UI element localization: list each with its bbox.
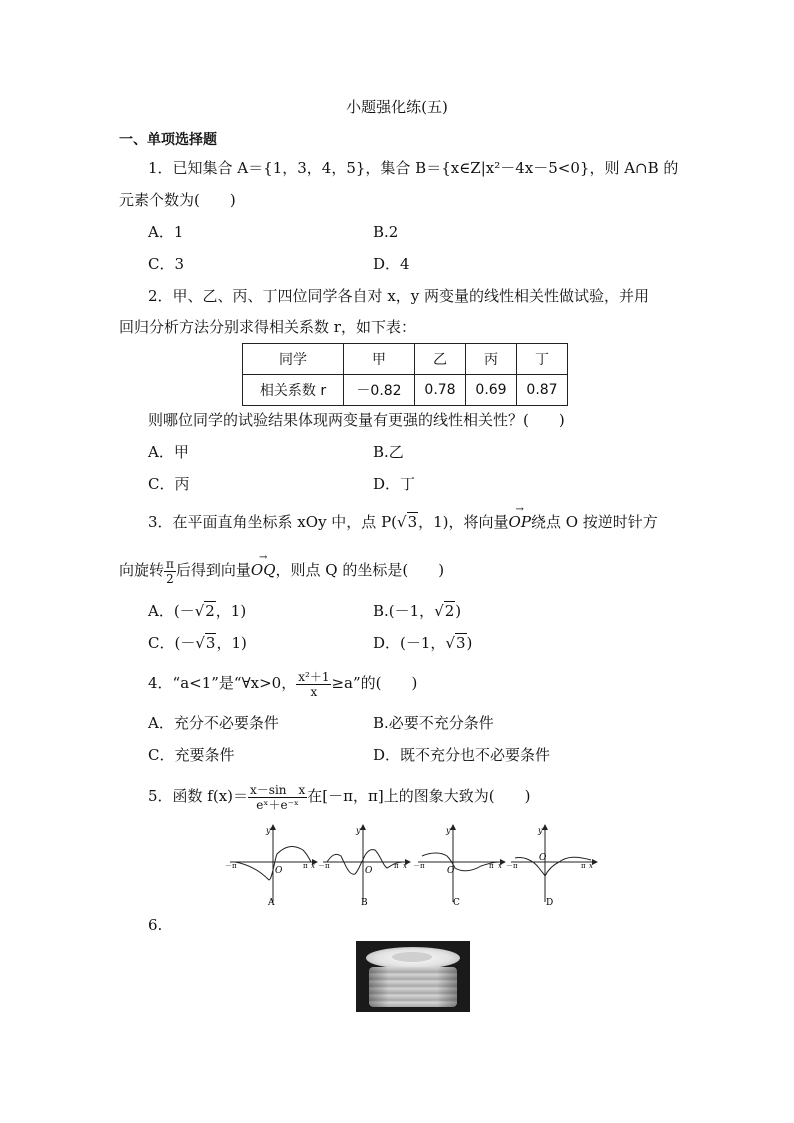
q3-option-c: C．(－√3，1)	[148, 634, 247, 652]
origin-label: O	[365, 866, 373, 876]
graph-c	[413, 825, 505, 908]
pi-label: π	[489, 862, 494, 870]
x-label: x	[498, 862, 502, 870]
neg-pi-label: －π	[506, 862, 518, 870]
pi-label: π	[394, 862, 399, 870]
fraction-pi-over-2: $\frac{\pi}{2}$	[166, 556, 174, 586]
q5-stem: 5．函数 f(x)＝ $\frac{\text{x－sin x}}{\text{eˣ＋e⁻ˣ}}$ 在[－π，π]上的图象大致为( )	[148, 782, 531, 812]
q6-number: 6.	[148, 916, 163, 934]
q3-stem-line1: 3．在平面直角坐标系 xOy 中，点 P(√3，1)，将向量→ OP绕点 O 按逆时针方	[148, 512, 658, 532]
table-header-cell: 丙	[466, 344, 517, 375]
graph-a	[225, 825, 317, 908]
table-cell: 0.87	[517, 375, 568, 406]
q4-option-a: A．充分不必要条件	[148, 714, 279, 732]
q1-stem-line2: 元素个数为( )	[119, 191, 236, 209]
origin-label: O	[539, 853, 547, 863]
q1-stem-line1: 1．已知集合 A＝{1，3，4，5}，集合 B＝{x∈Z|x²－4x－5<0}，则 A∩B 的	[148, 159, 679, 177]
origin-label: O	[275, 866, 283, 876]
graph-label-d: D	[546, 898, 554, 908]
q3-option-b: B.(－1，√2)	[373, 602, 462, 620]
graph-label-b: B	[361, 898, 368, 908]
sqrt-symbol: √	[397, 513, 407, 531]
x-label: x	[311, 862, 315, 870]
vector-op: → OP	[509, 512, 531, 532]
origin-label: O	[447, 866, 455, 876]
graph-d	[506, 825, 597, 908]
q2-stem-line1: 2．甲、乙、丙、丁四位同学各自对 x，y 两变量的线性相关性做试验，并用	[148, 287, 650, 305]
page-title: 小题强化练(五)	[346, 98, 448, 116]
q2-stem-line3: 则哪位同学的试验结果体现两变量有更强的线性相关性？( )	[148, 411, 565, 429]
neg-pi-label: －π	[413, 862, 425, 870]
photo-top-hole	[392, 952, 432, 962]
vector-oq: → OQ	[251, 554, 276, 586]
x-label: x	[589, 862, 593, 870]
q4-option-c: C．充要条件	[148, 746, 235, 764]
q1-option-a: A．1	[148, 223, 184, 241]
table-cell: 0.69	[466, 375, 517, 406]
q2-option-b: B.乙	[373, 443, 404, 461]
y-label: y	[356, 826, 361, 835]
correlation-table	[242, 343, 568, 406]
table-header-cell: 同学	[243, 344, 344, 375]
q3-option-d: D．(－1，√3)	[373, 634, 473, 652]
photo-shadow-right	[437, 967, 457, 1007]
table-row	[243, 375, 568, 406]
fraction-x2-plus-1-over-x: $\frac{\text{x²＋1}}{x}$	[298, 669, 330, 699]
y-label: y	[446, 826, 451, 835]
neg-pi-label: －π	[318, 862, 330, 870]
table-cell: －0.82	[344, 375, 415, 406]
pi-label: π	[303, 862, 308, 870]
q2-option-d: D．丁	[373, 475, 416, 493]
x-label: x	[403, 862, 407, 870]
q1-option-d: D．4	[373, 255, 410, 273]
q4-option-d: D．既不充分也不必要条件	[373, 746, 551, 764]
graph-label-c: C	[453, 898, 460, 908]
q3-stem-line2: 向旋转 $\frac{\pi}{2}$ 后得到向量→ OQ，则点 Q 的坐标是( )	[119, 554, 444, 586]
q3-option-a: A．(－√2，1)	[148, 602, 247, 620]
graph-b	[318, 825, 410, 908]
table-header-cell: 甲	[344, 344, 415, 375]
table-header-cell: 乙	[415, 344, 466, 375]
table-row	[243, 344, 568, 375]
y-label: y	[538, 826, 543, 835]
function-graphs	[225, 820, 605, 910]
photo-shadow-left	[369, 967, 389, 1007]
pi-label: π	[581, 862, 586, 870]
table-header-cell: 丁	[517, 344, 568, 375]
table-cell: 相关系数 r	[243, 375, 344, 406]
table-cell: 0.78	[415, 375, 466, 406]
q2-option-c: C．丙	[148, 475, 190, 493]
curve	[515, 857, 591, 876]
jade-cong-photo	[356, 941, 470, 1012]
q4-stem: 4．“a<1”是“∀x>0， $\frac{\text{x²＋1}}{x}$ ≥a”的( )	[148, 669, 418, 699]
fraction-function: $\frac{\text{x－sin x}}{\text{eˣ＋e⁻ˣ}}$	[250, 782, 306, 812]
q2-option-a: A．甲	[148, 443, 189, 461]
q1-option-b: B.2	[373, 223, 399, 241]
section-heading: 一、单项选择题	[119, 132, 217, 148]
neg-pi-label: －π	[225, 862, 237, 870]
q4-option-b: B.必要不充分条件	[373, 714, 494, 732]
graph-label-a: A	[268, 898, 275, 908]
q1-option-c: C．3	[148, 255, 185, 273]
y-label: y	[266, 826, 271, 835]
q2-stem-line2: 回归分析方法分别求得相关系数 r，如下表：	[119, 318, 416, 336]
